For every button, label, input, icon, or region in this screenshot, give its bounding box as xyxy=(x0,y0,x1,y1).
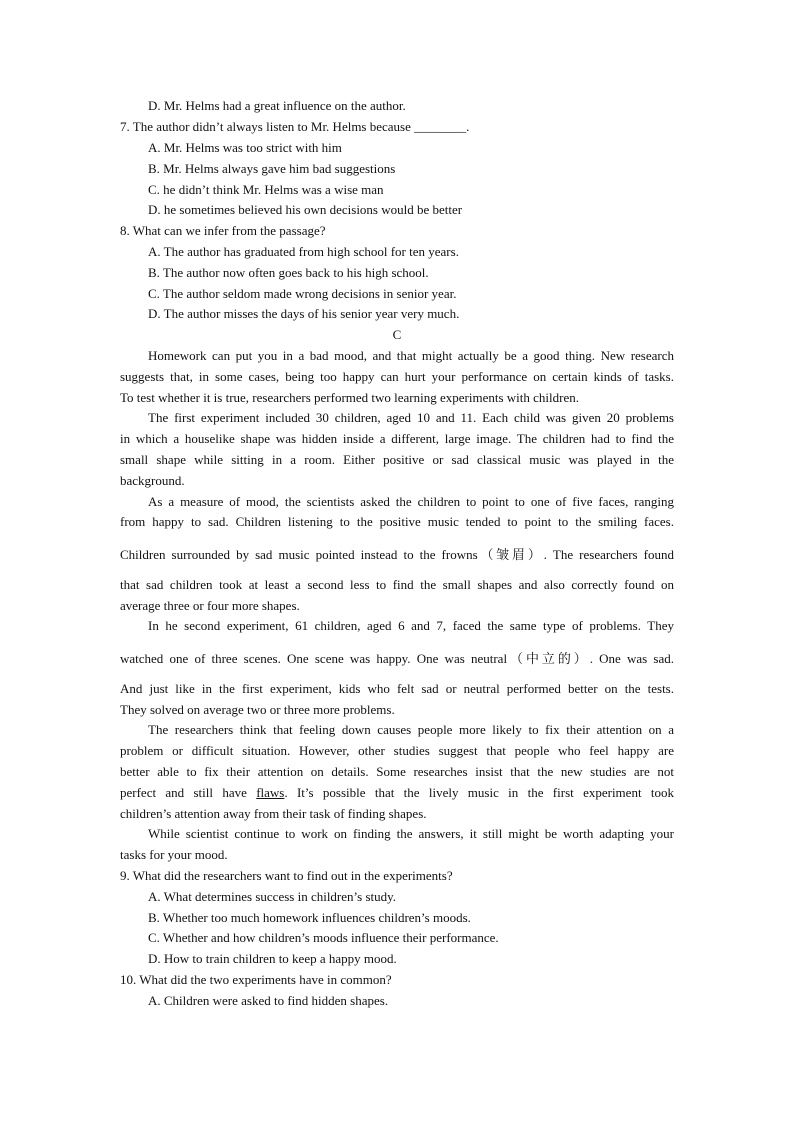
passage-line: While scientist continue to work on finding the answers, it still might be worth adapting your xyxy=(148,826,674,841)
underlined-word-flaws: flaws xyxy=(256,785,285,800)
passage-line: better able to fix their attention on details. Some researches insist that the new studies are not xyxy=(120,764,674,779)
q8-option-b: B. The author now often goes back to his high school. xyxy=(148,265,429,280)
q8-option-c: C. The author seldom made wrong decisions in senior year. xyxy=(148,286,457,301)
q7-stem: 7. The author didn’t always listen to Mr. Helms because ________. xyxy=(120,119,470,134)
q6-option-d: D. Mr. Helms had a great influence on the author. xyxy=(148,98,406,113)
q10-option-a: A. Children were asked to find hidden shapes. xyxy=(148,993,389,1008)
q7-option-a: A. Mr. Helms was too strict with him xyxy=(148,140,342,155)
q7-option-b: B. Mr. Helms always gave him bad suggestions xyxy=(148,161,396,176)
passage-line: Children surrounded by sad music pointed instead to the frowns（皱眉）. The researchers found xyxy=(120,547,674,562)
passage-line: small shape while sitting in a room. Either positive or sad classical music was played in the xyxy=(120,452,674,467)
passage-line: children’s attention away from their task of finding shapes. xyxy=(120,806,427,821)
passage-line: problem or difficult situation. However, other studies suggest that people who feel happy are xyxy=(120,743,674,758)
q8-option-d: D. The author misses the days of his senior year very much. xyxy=(148,306,460,321)
passage-line: background. xyxy=(120,473,185,488)
q7-option-c: C. he didn’t think Mr. Helms was a wise man xyxy=(148,182,384,197)
q8-option-a: A. The author has graduated from high school for ten years. xyxy=(148,244,459,259)
passage-line: in which a houselike shape was hidden inside a different, large image. The children had to find the xyxy=(120,431,674,446)
passage-line: from happy to sad. Children listening to the positive music tended to point to the smiling faces. xyxy=(120,514,674,529)
q9-stem: 9. What did the researchers want to find out in the experiments? xyxy=(120,868,453,883)
section-heading-c: C xyxy=(392,327,402,342)
passage-line: They solved on average two or three more problems. xyxy=(120,702,395,717)
passage-line: The first experiment included 30 children, aged 10 and 11. Each child was given 20 problems xyxy=(148,410,674,425)
q9-option-d: D. How to train children to keep a happy mood. xyxy=(148,951,397,966)
passage-line: perfect and still have flaws. It’s possible that the lively music in the first experiment took xyxy=(120,785,674,800)
passage-line: In he second experiment, 61 children, aged 6 and 7, faced the same type of problems. They xyxy=(148,618,674,633)
q7-option-d: D. he sometimes believed his own decisions would be better xyxy=(148,202,463,217)
passage-line: To test whether it is true, researchers performed two learning experiments with children. xyxy=(120,390,579,405)
passage-line: average three or four more shapes. xyxy=(120,598,300,613)
passage-line: The researchers think that feeling down causes people more likely to fix their attention on a xyxy=(148,722,674,737)
passage-line: that sad children took at least a second less to find the small shapes and also correctly found on xyxy=(120,577,674,592)
passage-line: And just like in the first experiment, kids who felt sad or neutral performed better on the tests. xyxy=(120,681,674,696)
passage-line: As a measure of mood, the scientists asked the children to point to one of five faces, ranging xyxy=(148,494,674,509)
q10-stem: 10. What did the two experiments have in common? xyxy=(120,972,392,987)
passage-line: Homework can put you in a bad mood, and that might actually be a good thing. New research xyxy=(148,348,674,363)
passage-line: watched one of three scenes. One scene was happy. One was neutral（中立的）. One was sad. xyxy=(120,651,674,666)
q9-option-a: A. What determines success in children’s study. xyxy=(148,889,397,904)
q9-option-b: B. Whether too much homework influences children’s moods. xyxy=(148,910,471,925)
passage-line: tasks for your mood. xyxy=(120,847,228,862)
passage-line: suggests that, in some cases, being too happy can hurt your performance on certain kinds of tasks. xyxy=(120,369,674,384)
q8-stem: 8. What can we infer from the passage? xyxy=(120,223,326,238)
q9-option-c: C. Whether and how children’s moods influence their performance. xyxy=(148,930,499,945)
